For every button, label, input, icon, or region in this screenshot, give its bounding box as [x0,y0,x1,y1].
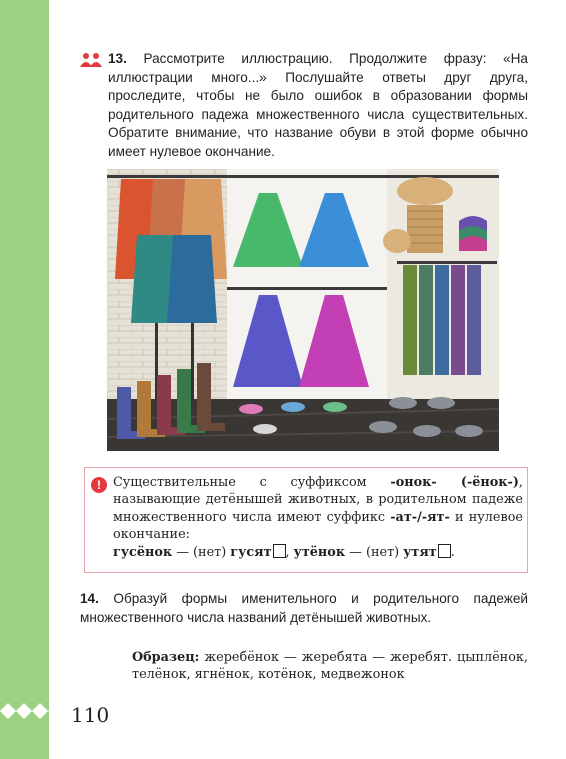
exclamation-icon: ! [91,477,107,493]
rule-suffix: -онок- (-ёнок-) [390,475,519,490]
example-text: жеребёнок — жеребята — жеребят. цыплёнок, телёнок, ягнёнок, котёнок, медвежонок [132,650,528,683]
example-word: гусёнок [113,544,173,560]
rule-part: и нулевое окончание: [113,509,523,543]
margin-bar [0,0,49,759]
scarves [403,265,481,375]
example-sep: , [285,544,294,560]
rule-part: Существительные с суффиксом [113,475,391,490]
example-dash: — (нет) [345,544,404,560]
task-text: Рассмотрите иллюстрацию. Продолжите фразу: «На иллюстрации много...» Послушайте ответы друг друга, проследите, чтобы не было ошибок в образовании формы родительного падежа множественного числа существительных. Обратите внимание, что название обуви в этой форме обычно имеет нулевое окончание. [108,51,528,159]
example-word: гусят [230,544,272,560]
caps [459,216,487,251]
example-label: Образец: [132,650,200,665]
task-number: 14. [80,591,99,606]
rule-suffix: -ат-/-ят- [390,509,450,525]
example-end: . [450,544,455,560]
rule-text [113,474,523,561]
example-block [132,649,528,684]
example-word: утят [403,544,437,560]
pair-work-icon [80,53,102,67]
example-word: утёнок [293,544,346,560]
task-13 [80,50,528,161]
empty-ending-box [273,544,286,558]
task-text: Образуй формы именительного и родительного падежей множественного числа названий детёнышей животных. [80,591,528,625]
rule-box [84,467,528,573]
example-dash: — (нет) [172,544,231,560]
clothing-store-illustration [107,169,499,451]
rule-part: , называющие детёнышей животных, в родительном падеже множественного числа имеют суффикс [113,475,523,525]
task-14 [80,590,528,627]
empty-ending-box [438,544,451,558]
diamond-ornament-icon [0,701,62,721]
rule-examples [113,544,523,561]
page-number: 110 [71,703,110,727]
task-13-text [80,50,528,161]
task-number: 13. [108,51,127,66]
illustration-svg [107,169,499,451]
